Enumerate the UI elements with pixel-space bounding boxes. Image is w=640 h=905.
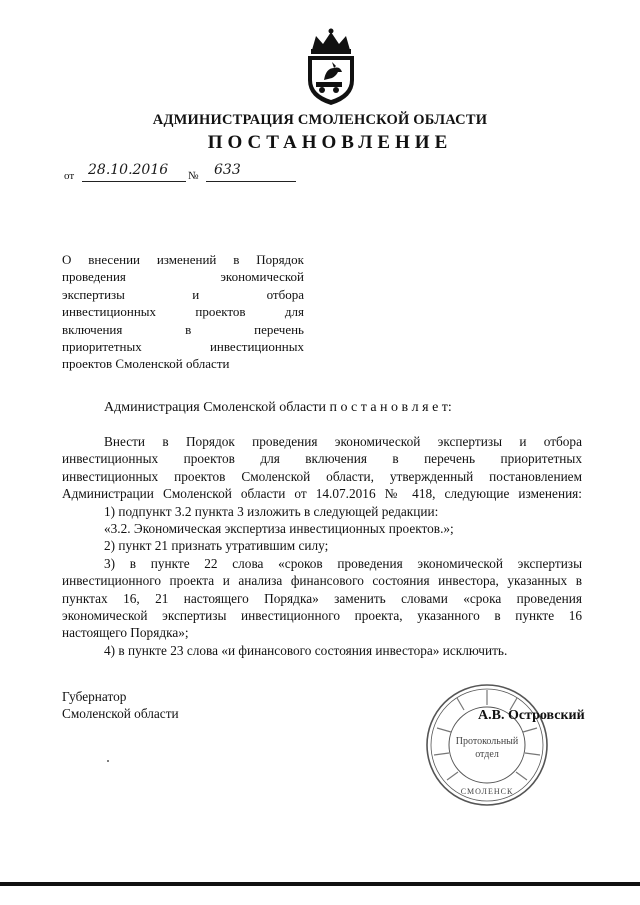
signer-name: А.В. Островский <box>478 708 585 723</box>
body-line: Внести в Порядок проведения экономической экспертизы и отбора <box>104 434 582 449</box>
decree-statement: Администрация Смоленской области п о с т а н о в л я е т: <box>104 400 452 415</box>
number-underline <box>206 181 296 182</box>
official-stamp-seal <box>422 680 552 810</box>
body-line: Администрации Смоленской области от 14.07.2016 № 418, следующие изменения: <box>62 486 582 502</box>
body-line: «3.2. Экономическая экспертиза инвестиционных проектов.»; <box>104 521 454 537</box>
body-line: инвестиционных проектов Смоленской области, утвержденный постановлением <box>62 468 582 484</box>
scan-speck <box>107 760 109 762</box>
signer-title <box>62 688 179 723</box>
body-line: настоящего Порядка»; <box>62 625 189 641</box>
page-bottom-border <box>0 882 640 886</box>
subject-line: О внесении изменений в Порядок <box>62 252 304 267</box>
handwritten-number: 633 <box>214 162 241 178</box>
body-line: 1) подпункт 3.2 пункта 3 изложить в следующей редакции: <box>104 503 439 519</box>
date-underline <box>82 181 186 182</box>
body-line: 2) пункт 21 признать утратившим силу; <box>104 538 329 554</box>
date-from-label: от <box>64 170 75 182</box>
body-line: 4) в пункте 23 слова «и финансового состояния инвестора» исключить. <box>104 642 508 658</box>
subject-line: инвестиционных проектов для <box>62 304 304 320</box>
body-line: 3) в пункте 22 слова «сроков проведения экономической экспертизы <box>104 555 582 571</box>
document-subject <box>62 251 304 373</box>
stamp-center-line1: Протокольный <box>455 736 519 747</box>
handwritten-date: 28.10.2016 <box>88 162 169 178</box>
subject-line: включения в перечень <box>62 321 304 337</box>
subject-line: проведения экономической <box>62 269 304 285</box>
body-line: пунктах 16, 21 настоящего Порядка» заменить словами «срока проведения <box>62 590 582 606</box>
document-body <box>62 433 582 659</box>
subject-line: приоритетных инвестиционных <box>62 339 304 355</box>
body-line: инвестиционных проектов для включения в перечень приоритетных <box>62 451 582 467</box>
subject-line: экспертизы и отбора <box>62 286 304 302</box>
date-number-line <box>64 164 304 184</box>
subject-line: проектов Смоленской области <box>62 356 230 372</box>
body-line: экономической экспертизы инвестиционного проекта, указанного в пункте 16 <box>62 608 582 624</box>
document-type-title: ПОСТАНОВЛЕНИЕ <box>207 132 453 153</box>
coat-of-arms-emblem <box>296 28 366 108</box>
number-label: № <box>188 170 199 182</box>
stamp-bottom-text: СМОЛЕНСК <box>460 787 514 796</box>
body-line: инвестиционного проекта и анализа финансового состояния инвестора, указанных в <box>62 573 582 589</box>
stamp-center-line2: отдел <box>475 749 499 760</box>
signer-title-line: Губернатор <box>62 689 127 704</box>
organization-name: АДМИНИСТРАЦИЯ СМОЛЕНСКОЙ ОБЛАСТИ <box>152 112 488 128</box>
signer-title-line: Смоленской области <box>62 706 179 722</box>
